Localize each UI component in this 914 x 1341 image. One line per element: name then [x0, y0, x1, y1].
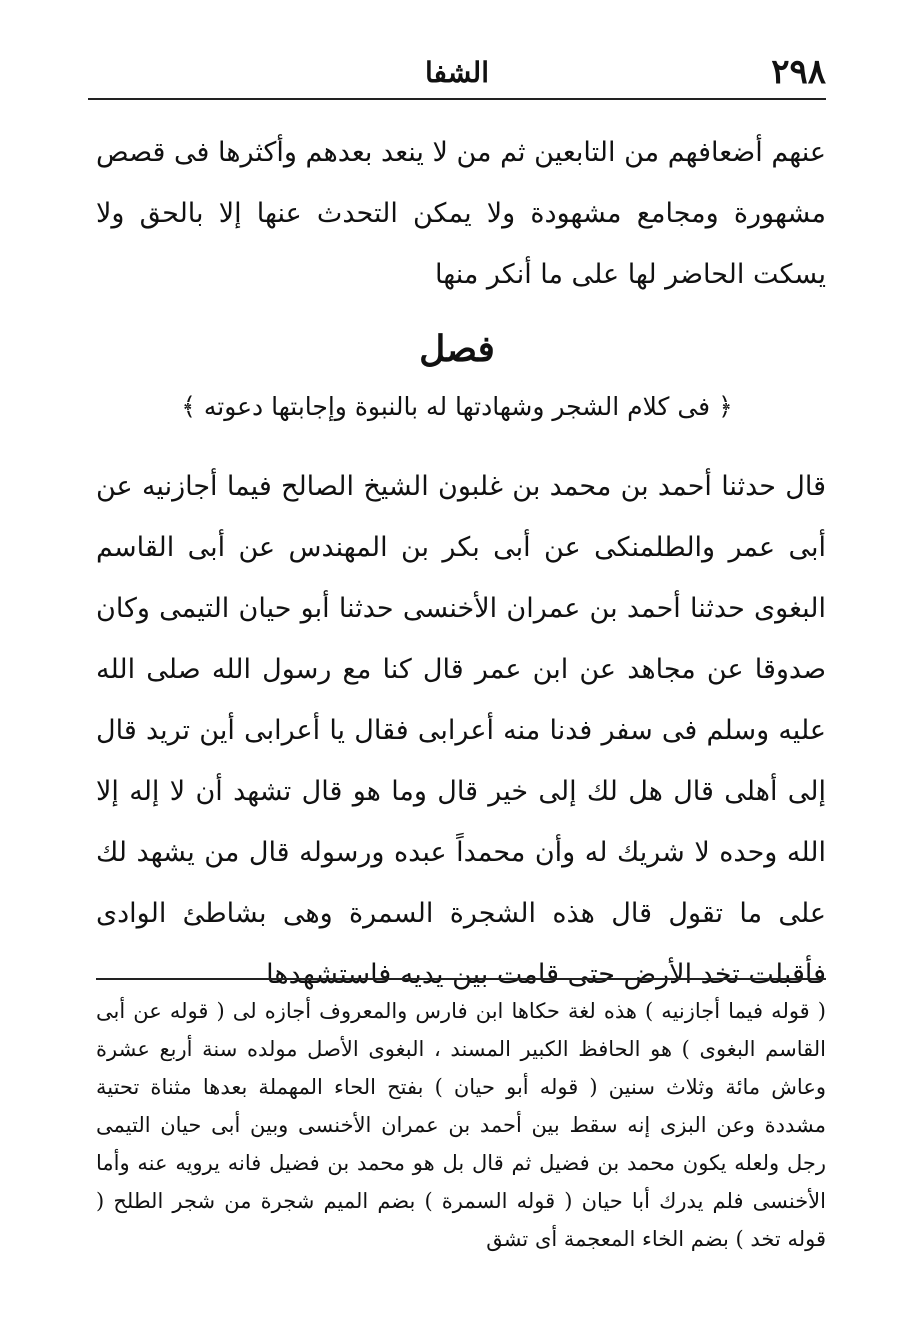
page-header: [88, 48, 826, 94]
footnotes: [96, 992, 826, 1258]
section-text: [96, 456, 826, 1005]
intro-text: [96, 122, 826, 305]
section-heading: فصل: [419, 328, 495, 370]
intro-paragraph: عنهم أضعافهم من التابعين ثم من لا ينعد بعدهم وأكثرها فى قصص مشهورة ومجامع مشهودة ولا يمكن التحدث عنها إلا بالحق ولا يسكت الحاضر لها على ما أنكر منها: [96, 137, 826, 290]
section-paragraph: قال حدثنا أحمد بن محمد بن غلبون الشيخ الصالح فيما أجازنيه عن أبى عمر والطلمنكى عن أبى بكر بن المهندس عن أبى القاسم البغوى حدثنا أحمد بن عمران الأخنسى حدثنا أبو حيان التيمى وكان صدوقا عن مجاهد عن ابن عمر قال كنا مع رسول الله صلى الله عليه وسلم فى سفر فدنا منه أعرابى فقال يا أعرابى أين تريد قال إلى أهلى قال هل لك إلى خير قال وما هو قال تشهد أن لا إله إلا الله وحده لا شريك له وأن محمداً عبده ورسوله قال من يشهد لك على ما تقول قال هذه الشجرة السمرة وهى بشاطئ الوادى فأقبلت تخد الأرض حتى قامت بين يديه فاستشهدها: [96, 471, 826, 990]
running-title: الشفا: [425, 56, 489, 89]
section-subheading: ﴿ فى كلام الشجر وشهادتها له بالنبوة وإجابتها دعوته ﴾: [181, 392, 733, 421]
footnotes-text: ( قوله فيما أجازنيه ) هذه لغة حكاها ابن فارس والمعروف أجازه لى ( قوله عن أبى القاسم البغوى ) هو الحافظ الكبير المسند ، البغوى الأصل مولده سنة أربع عشرة وعاش مائة وثلاث سنين ( قوله أبو حيان ) بفتح الحاء المهملة بعدها مثناة تحتية مشددة وعن البزى إنه سقط بين أحمد بن عمران الأخنسى وبين أبى حيان التيمى رجل ولعله يكون محمد بن فضيل ثم قال بل هو محمد بن فضيل فانه يرويه عنه وأما الأخنسى فلم يدرك أبا حيان ( قوله السمرة ) بضم الميم شجرة من شجر الطلح ( قوله تخد ) بضم الخاء المعجمة أى تشق: [96, 999, 826, 1251]
footnote-rule: [96, 978, 826, 980]
header-rule: [88, 98, 826, 100]
page-number: ٢٩٨: [771, 52, 826, 92]
